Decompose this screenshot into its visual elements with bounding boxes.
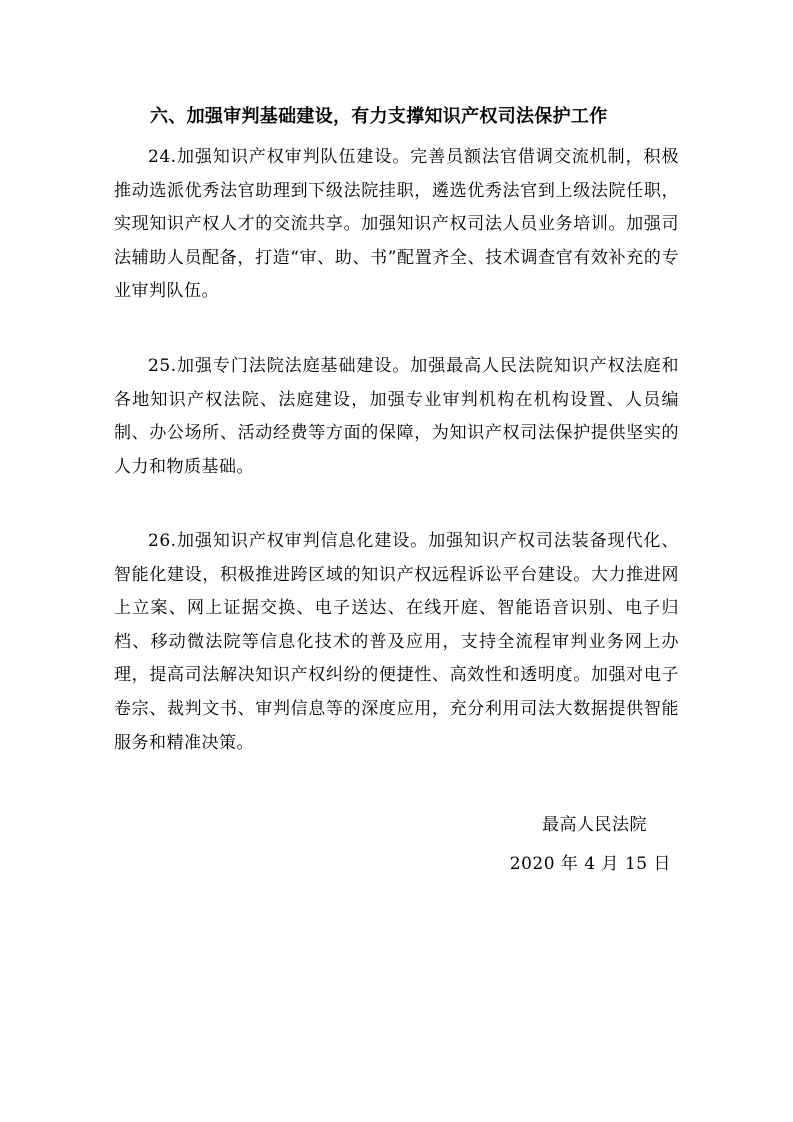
paragraph-24: 24.加强知识产权审判队伍建设。完善员额法官借调交流机制，积极推动选派优秀法官助理到下级法院挂职，遴选优秀法官到上级法院任职，实现知识产权人才的交流共享。加强知识产权司法人员业务培训。加强司法辅助人员配备，打造“审、助、书”配置齐全、技术调查官有效补充的专业审判队伍。 — [114, 147, 679, 302]
signature-date: 2020 年 4 月 15 日 — [509, 854, 671, 874]
signature-organization: 最高人民法院 — [542, 815, 647, 835]
section-heading: 六、加强审判基础建设，有力支撑知识产权司法保护工作 — [150, 106, 608, 127]
paragraph-26: 26.加强知识产权审判信息化建设。加强知识产权司法装备现代化、智能化建设，积极推进跨区域的知识产权远程诉讼平台建设。大力推进网上立案、网上证据交换、电子送达、在线开庭、智能语音识别、电子归档、移动微法院等信息化技术的普及应用，支持全流程审判业务网上办理，提高司法解决知识产权纠纷的便捷性、高效性和透明度。加强对电子卷宗、裁判文书、审判信息等的深度应用，充分利用司法大数据提供智能服务和精准决策。 — [114, 531, 679, 753]
paragraph-block-25 — [114, 350, 679, 484]
paragraph-block-26 — [114, 525, 679, 760]
paragraph-25: 25.加强专门法院法庭基础建设。加强最高人民法院知识产权法庭和各地知识产权法院、法庭建设，加强专业审判机构在机构设置、人员编制、办公场所、活动经费等方面的保障，为知识产权司法保护提供坚实的人力和物质基础。 — [114, 356, 679, 477]
paragraph-block-24 — [114, 141, 679, 309]
